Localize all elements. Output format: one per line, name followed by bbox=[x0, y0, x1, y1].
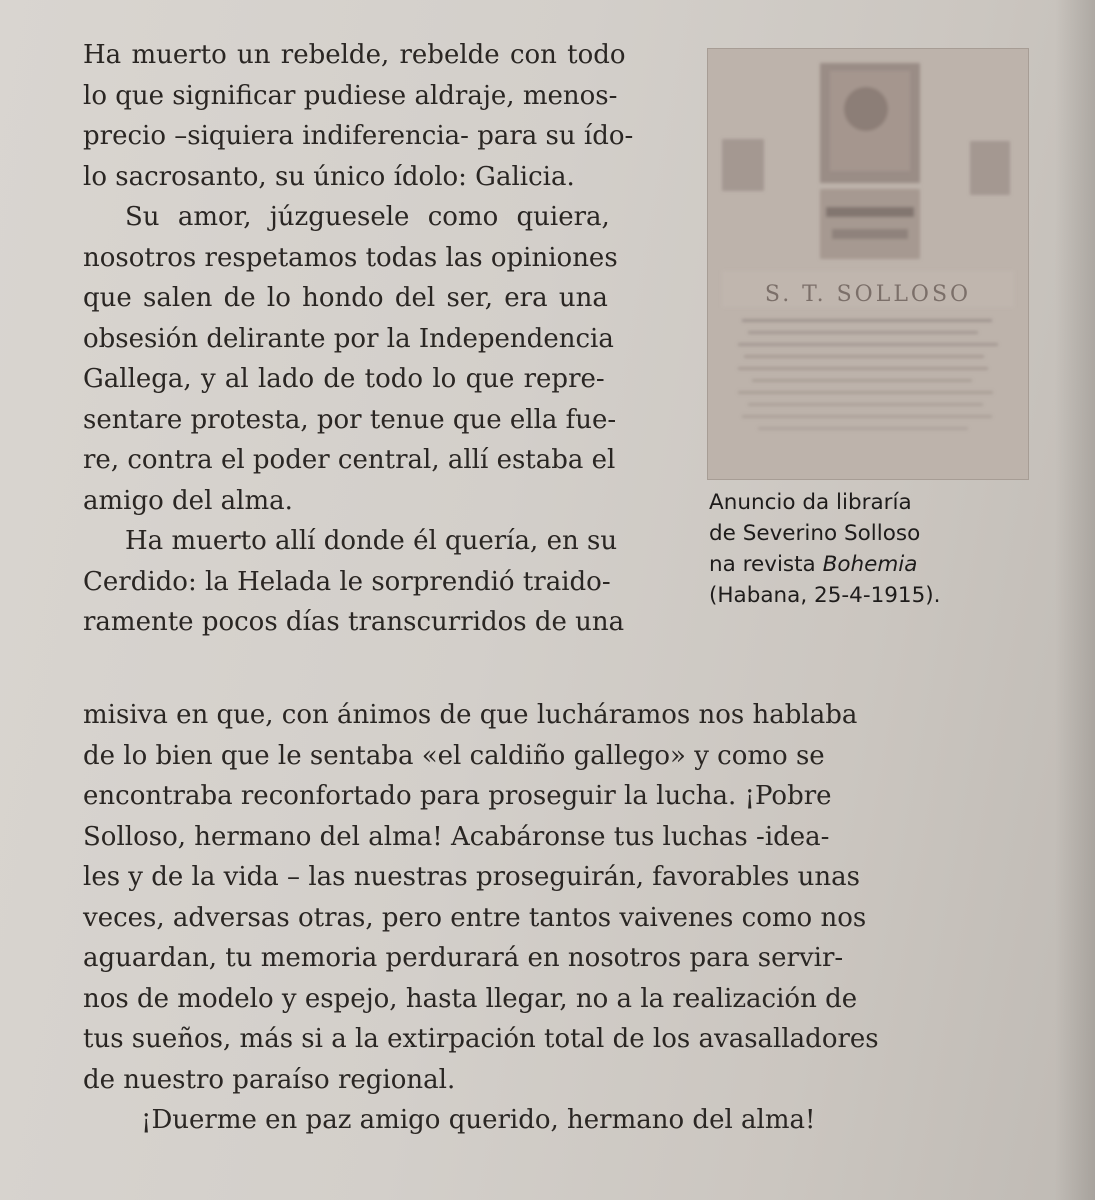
figure-caption bbox=[709, 487, 941, 611]
p3-line-12: tus sueños, más si a la extirpación total de los avasalladores bbox=[83, 1024, 879, 1054]
p1-line-4: lo sacrosanto, su único ídolo: Galicia. bbox=[83, 161, 575, 192]
p2-line-5: Gallega, y al lado de todo lo que repre- bbox=[83, 364, 605, 394]
caption-line-3-text: na revista bbox=[709, 552, 823, 577]
p3-line-10: aguardan, tu memoria perdurará en nosotros para servir- bbox=[83, 943, 844, 973]
p3-line-3: ramente pocos días transcurridos de una bbox=[83, 607, 625, 637]
caption-magazine-name: Bohemia bbox=[822, 552, 918, 577]
p2-line-6: sentare protesta, por tenue que ella fue- bbox=[83, 404, 617, 435]
p3-line-2: Cerdido: la Helada le sorprendió traido- bbox=[83, 566, 611, 597]
p2-line-8: amigo del alma. bbox=[83, 485, 293, 516]
p2-line-7: re, contra el poder central, allí estaba el bbox=[83, 445, 616, 475]
p3-line-1: Ha muerto allí donde él quería, en su bbox=[125, 526, 618, 556]
ad-sign-text: S. T. SOLLOSO bbox=[764, 282, 972, 307]
p4-line-1: ¡Duerme en paz amigo querido, hermano del alma! bbox=[141, 1105, 816, 1135]
p1-line-3: precio –siquiera indiferencia- para su ído- bbox=[83, 121, 634, 151]
caption-line-4: (Habana, 25-4-1915). bbox=[709, 583, 941, 608]
p3-line-5: de lo bien que le sentaba «el caldiño gallego» y como se bbox=[83, 740, 825, 771]
p2-line-1: Su amor, júzguesele como quiera, bbox=[125, 202, 610, 232]
p3-line-9: veces, adversas otras, pero entre tantos vaivenes como nos bbox=[83, 902, 867, 933]
text-column-top bbox=[83, 35, 633, 643]
p3-line-4: misiva en que, con ánimos de que lucháramos nos hablaba bbox=[83, 700, 858, 730]
p3-line-11: nos de modelo y espejo, hasta llegar, no a la realización de bbox=[83, 983, 858, 1014]
newspaper-ad-graphic bbox=[708, 49, 1028, 479]
p1-line-2: lo que significar pudiese aldraje, menos- bbox=[83, 80, 618, 111]
bookstore-ad-image bbox=[707, 48, 1029, 480]
caption-line-3 bbox=[709, 549, 941, 580]
page-edge-shadow bbox=[1055, 0, 1095, 1200]
p3-line-13: de nuestro paraíso regional. bbox=[83, 1064, 456, 1095]
p2-line-3: que salen de lo hondo del ser, era una bbox=[83, 283, 608, 313]
caption-line-1: Anuncio da libraría bbox=[709, 490, 912, 515]
p1-line-1: Ha muerto un rebelde, rebelde con todo bbox=[83, 40, 626, 70]
text-column-bottom bbox=[83, 695, 879, 1141]
p2-line-2: nosotros respetamos todas las opiniones bbox=[83, 242, 618, 273]
p3-line-6: encontraba reconfortado para proseguir la lucha. ¡Pobre bbox=[83, 781, 832, 811]
p3-line-7: Solloso, hermano del alma! Acabáronse tus luchas -idea- bbox=[83, 821, 830, 852]
caption-line-2: de Severino Solloso bbox=[709, 521, 921, 546]
p2-line-4: obsesión delirante por la Independencia bbox=[83, 323, 614, 354]
p3-line-8: les y de la vida – las nuestras proseguirán, favorables unas bbox=[83, 862, 860, 892]
